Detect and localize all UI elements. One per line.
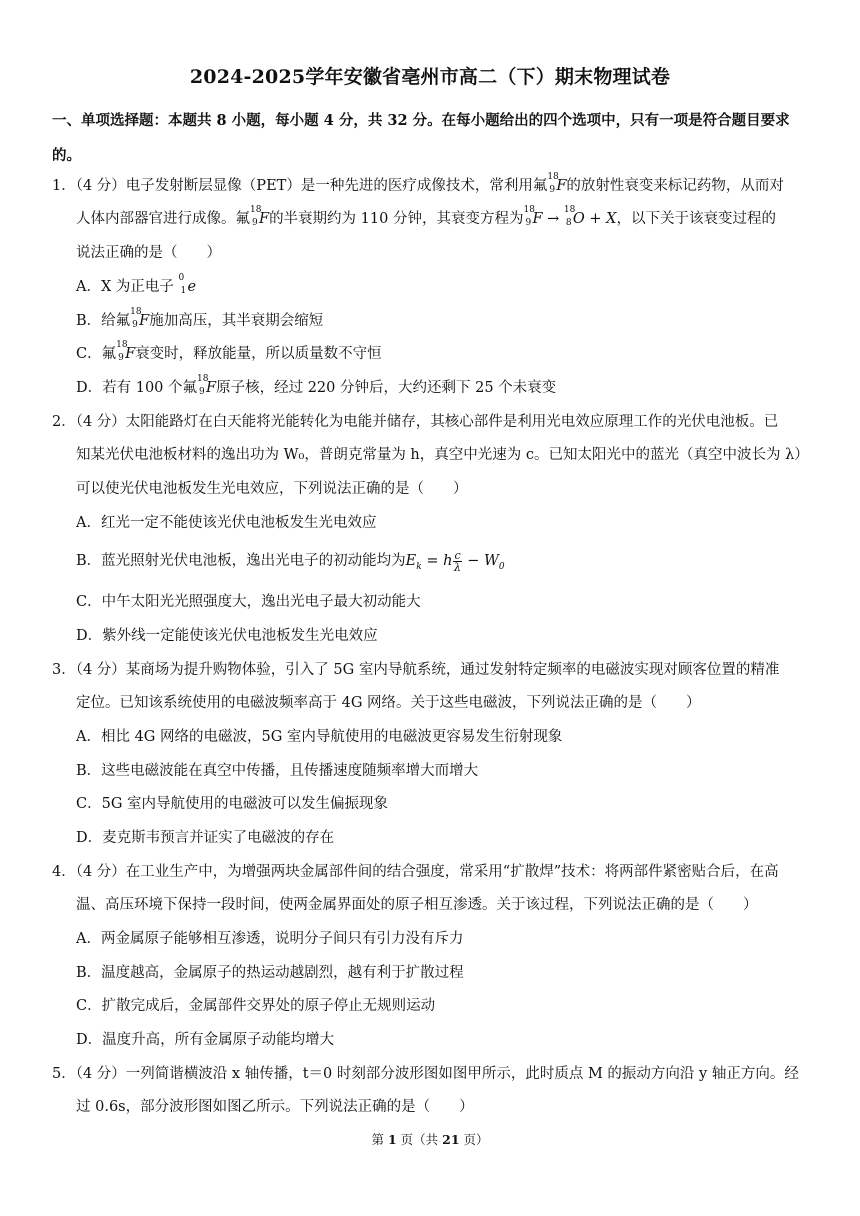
q3-line1: 3．（4 分）某商场为提升购物体验，引入了 5G 室内导航系统，通过发射特定频率的电磁波实现对顾客位置的精准 (52, 662, 780, 678)
page-footer: 第 1 页（共 21 页） (371, 1132, 489, 1147)
f18-nuclide: 18 9 F (547, 172, 567, 195)
q3-option-d: D．麦克斯韦预言并证实了电磁波的存在 (76, 830, 335, 846)
q3-option-b: B．这些电磁波能在真空中传播，且传播速度随频率增大而增大 (76, 763, 479, 779)
q1-option-d: D．若有 100 个氟 18 9 F原子核，经过 220 分钟后，大约还剩下 25 个未衰变 (76, 374, 557, 397)
q1-option-b: B．给氟 18 9 F施加高压，其半衰期会缩短 (76, 307, 324, 330)
q4-option-a: A．两金属原子能够相互渗透，说明分子间只有引力没有斥力 (76, 931, 464, 947)
q2-line3: 可以使光伏电池板发生光电效应，下列说法正确的是（ ） (76, 481, 468, 497)
page-number: 1 (387, 1132, 397, 1147)
q2-option-d: D．紫外线一定能使该光伏电池板发生光电效应 (76, 628, 378, 644)
q1-line2: 人体内部器官进行成像。氟 18 9 F的半衰期约为 110 分钟，其衰变方程为 18 9 F → 18 8 O + X，以下关于该衰变过程的 (76, 205, 776, 228)
q4-option-c: C．扩散完成后，金属部件交界处的原子停止无规则运动 (76, 998, 436, 1014)
positron-symbol: 0 1 e (178, 273, 197, 296)
q3-option-a: A．相比 4G 网络的电磁波，5G 室内导航使用的电磁波更容易发生衍射现象 (76, 729, 563, 745)
page-total: 21 (442, 1132, 460, 1147)
q2-line2: 知某光伏电池板材料的逸出功为 W₀，普朗克常量为 h，真空中光速为 c。已知太阳光中的蓝光（真空中波长为 λ） (76, 447, 809, 463)
decay-equation: 18 9 F → 18 8 O + X (523, 205, 617, 228)
q2-option-c: C．中午太阳光光照强度大，逸出光电子最大初动能大 (76, 594, 421, 610)
q2-option-a: A．红光一定不能使该光伏电池板发生光电效应 (76, 515, 377, 531)
q5-line1: 5．（4 分）一列简谐横波沿 x 轴传播，t＝0 时刻部分波形图如图甲所示，此时质点 M 的振动方向沿 y 轴正方向。经 (52, 1066, 799, 1082)
q4-option-d: D．温度升高，所有金属原子动能均增大 (76, 1032, 335, 1048)
q3-line2: 定位。已知该系统使用的电磁波频率高于 4G 网络。关于这些电磁波，下列说法正确的是（ ） (76, 695, 701, 711)
q1-option-c: C．氟 18 9 F衰变时，释放能量，所以质量数不守恒 (76, 340, 382, 363)
page-title: 2024-2025学年安徽省亳州市高二（下）期末物理试卷 (189, 66, 671, 88)
q4-line2: 温、高压环境下保持一段时间，使两金属界面处的原子相互渗透。关于该过程，下列说法正确的是（ ） (76, 897, 758, 913)
kinetic-energy-formula: $E_k = h$ $\frac{c}{\lambda}$ − $W_0$ (405, 548, 505, 574)
q5-line2: 过 0.6s，部分波形图如图乙所示。下列说法正确的是（ ） (76, 1099, 474, 1115)
section-heading-line2: 的。 (52, 147, 81, 164)
section-heading-line1: 一、单项选择题：本题共 8 小题，每小题 4 分，共 32 分。在每小题给出的四个选项中，只有一项是符合题目要求 (52, 112, 790, 129)
q1-line3: 说法正确的是（ ） (76, 245, 221, 261)
q2-line1: 2．（4 分）太阳能路灯在白天能将光能转化为电能并储存，其核心部件是利用光电效应原理工作的光伏电池板。已 (52, 414, 779, 430)
q1-option-a: A．X 为正电子 0 1 e (76, 273, 197, 296)
q1-line1: 1．（4 分）电子发射断层显像（PET）是一种先进的医疗成像技术，常利用氟 18 9 F的放射性衰变来标记药物，从而对 (52, 172, 784, 195)
q4-option-b: B．温度越高，金属原子的热运动越剧烈，越有利于扩散过程 (76, 965, 464, 981)
q3-option-c: C．5G 室内导航使用的电磁波可以发生偏振现象 (76, 796, 389, 812)
q2-option-b: B．蓝光照射光伏电池板，逸出光电子的初动能均为$E_k = h$ $\frac{c}{\lambda}$ − $W_0$ (76, 548, 505, 574)
section-heading (52, 103, 812, 173)
q4-line1: 4．（4 分）在工业生产中，为增强两块金属部件间的结合强度，常采用“扩散焊”技术：将两部件紧密贴合后，在高 (52, 864, 779, 880)
